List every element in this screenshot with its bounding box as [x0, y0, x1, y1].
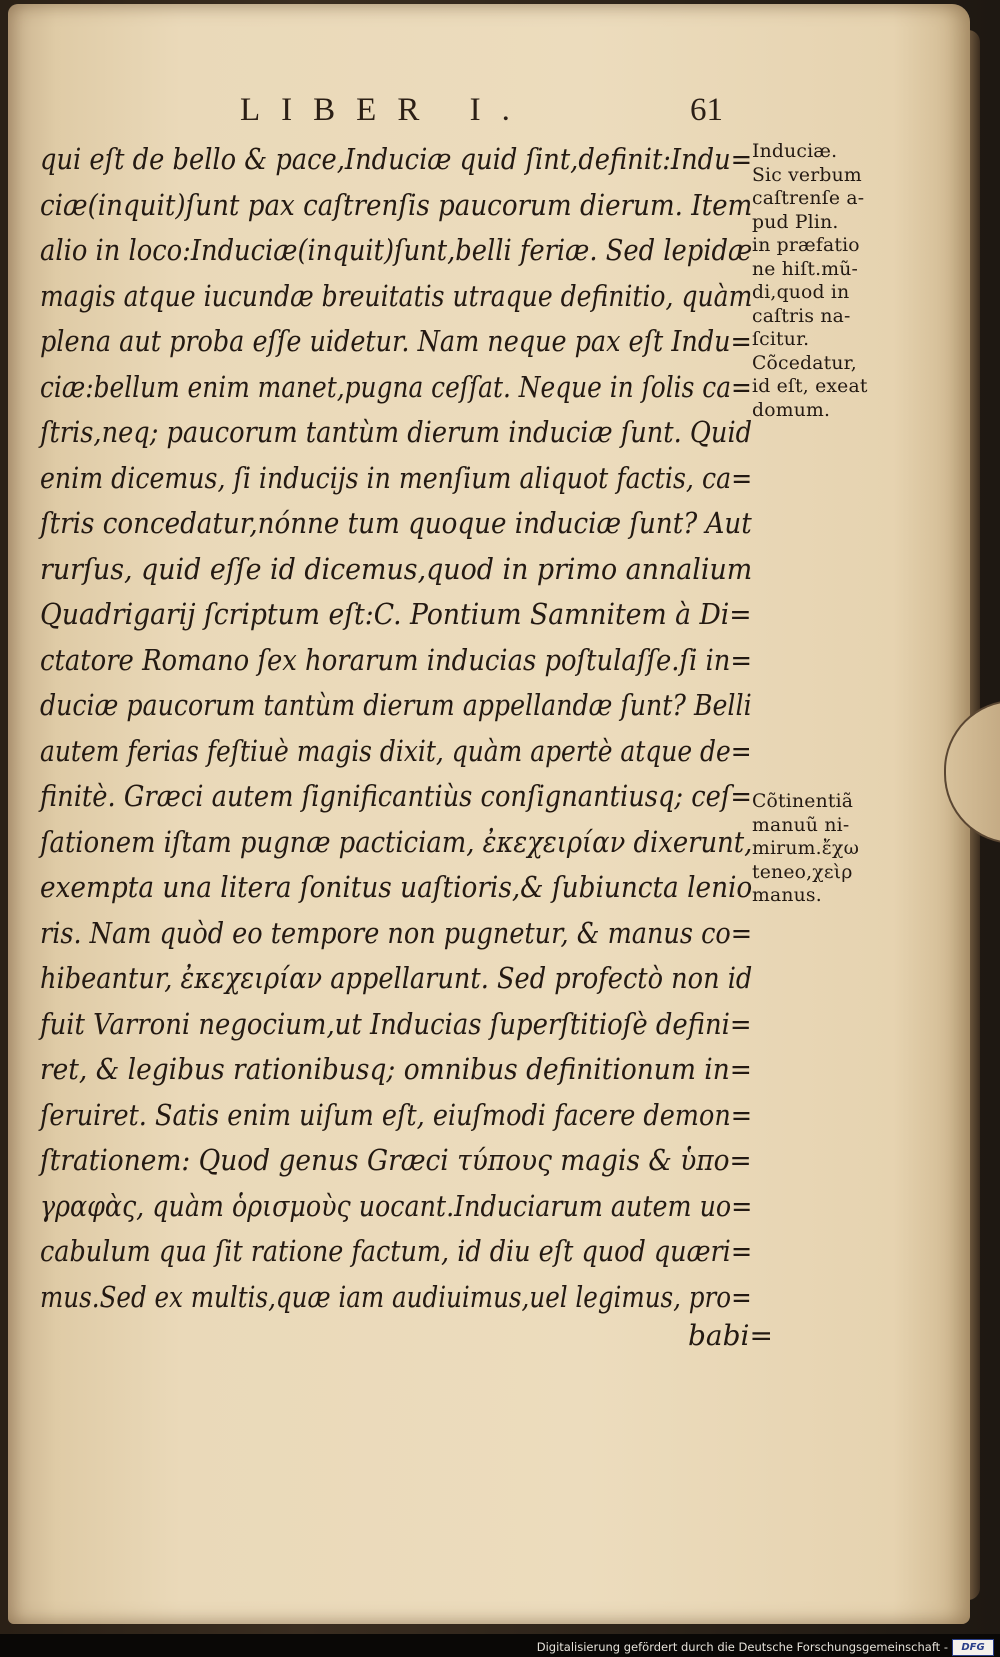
margin-note-line: pud Plin. [752, 210, 839, 233]
margin-note-line: caſtrenſe a- [752, 187, 865, 209]
text-line: magis atque iucundæ breuitatis utraque definitio, quàm [40, 278, 753, 313]
margin-note-line: mirum.ἔχω [752, 837, 860, 859]
text-line: exempta una litera ſonitus uaſtioris,& ſubiuncta lenio [40, 870, 753, 904]
text-line: qui eſt de bello & pace,Induciæ quid ſint,definit:Indu= [40, 142, 753, 176]
catchword: babi= [688, 1319, 773, 1352]
page-headline [240, 92, 723, 136]
text-line: ciæ(inquit)ſunt pax caſtrenſis paucorum dierum. Item [40, 187, 753, 222]
text-line: autem ferias feſtiuè magis dixit, quàm apertè atque de= [40, 733, 752, 768]
text-line: ſtris concedatur,nónne tum quoque induciæ ſunt? Aut [40, 506, 752, 540]
text-line: ſationem iſtam pugnæ pacticiam, ἐκεχειρίαν dixerunt, [40, 824, 753, 859]
margin-note-line: Induciæ. [752, 140, 838, 162]
margin-note-line: domum. [752, 398, 831, 421]
text-line: ret, & legibus rationibusq; omnibus definitionum in= [40, 1052, 752, 1086]
text-line: ſeruiret. Satis enim uiſum eſt, eiuſmodi facere demon= [40, 1097, 753, 1132]
margin-note-line: id eſt, exeat [752, 375, 868, 397]
text-line: ſtris,neq; paucorum tantùm dierum induciæ ſunt. Quid [40, 415, 753, 449]
text-line: alio in loco:Induciæ(inquit)ſunt,belli feriæ. Sed lepidæ [40, 233, 753, 267]
text-line: rurſus, quid eſſe id dicemus,quod in primo annalium [40, 551, 753, 586]
text-line: ris. Nam quòd eo tempore non pugnetur, & manus co= [40, 915, 753, 950]
text-line: mus.Sed ex multis,quæ iam audiuimus,uel legimus, pro= [40, 1279, 752, 1314]
margin-note-line: manus. [752, 884, 822, 906]
margin-note-continentia [752, 790, 912, 908]
text-line: enim dicemus, ſi inducijs in menſium aliquot factis, ca= [40, 460, 753, 495]
margin-note-line: in præfatio [752, 234, 860, 256]
text-line: cabulum qua ſit ratione factum, id diu eſt quod quæri= [40, 1234, 753, 1268]
margin-note-line: di,quod in [752, 281, 850, 303]
text-line: ctatore Romano ſex horarum inducias poſtulaſſe.ſi in= [40, 642, 753, 677]
margin-note-line: caſtris na- [752, 304, 851, 327]
dfg-logo: DFG [952, 1639, 994, 1656]
text-line: hibeantur, ἐκεχειρίαν appellarunt. Sed profectò non id [40, 961, 753, 995]
text-line: finitè. Græci autem ſignificantiùs conſignantiusq; ceſ= [40, 779, 752, 813]
text-line: Quadrigarij ſcriptum eſt:C. Pontium Samnitem à Di= [40, 597, 752, 631]
margin-note-line: Cõtinentiã [752, 790, 854, 812]
text-line: γραφὰς, quàm ὁρισμοὺς uocant.Induciarum autem uo= [40, 1188, 753, 1223]
margin-note-line: Cõcedatur, [752, 351, 857, 374]
text-line: plena aut proba eſſe uidetur. Nam neque pax eſt Indu= [40, 324, 752, 358]
margin-note-line: manuũ ni- [752, 813, 850, 836]
page-number: 61 [690, 92, 723, 128]
running-title: LIBER I. [240, 92, 531, 128]
text-line: ſtrationem: Quod genus Græci τύπους magis & ὑπο= [40, 1143, 752, 1177]
text-line: duciæ paucorum tantùm dierum appellandæ ſunt? Belli [40, 688, 752, 722]
text-line: ciæ:bellum enim manet,pugna ceſſat. Neque in ſolis ca= [40, 369, 752, 404]
margin-note-line: Sic verbum [752, 163, 862, 186]
margin-note-induciae [752, 140, 912, 422]
margin-note-line: ſcitur. [752, 328, 810, 350]
text-line: fuit Varroni negocium,ut Inducias ſuperſtitioſè defini= [40, 1006, 752, 1041]
margin-note-line: teneo,χεὶρ [752, 860, 853, 883]
footer-credit: Digitalisierung gefördert durch die Deutsche Forschungsgemeinschaft - [536, 1640, 948, 1654]
margin-note-line: ne hiſt.mũ- [752, 257, 859, 280]
main-text-block [40, 137, 752, 1320]
